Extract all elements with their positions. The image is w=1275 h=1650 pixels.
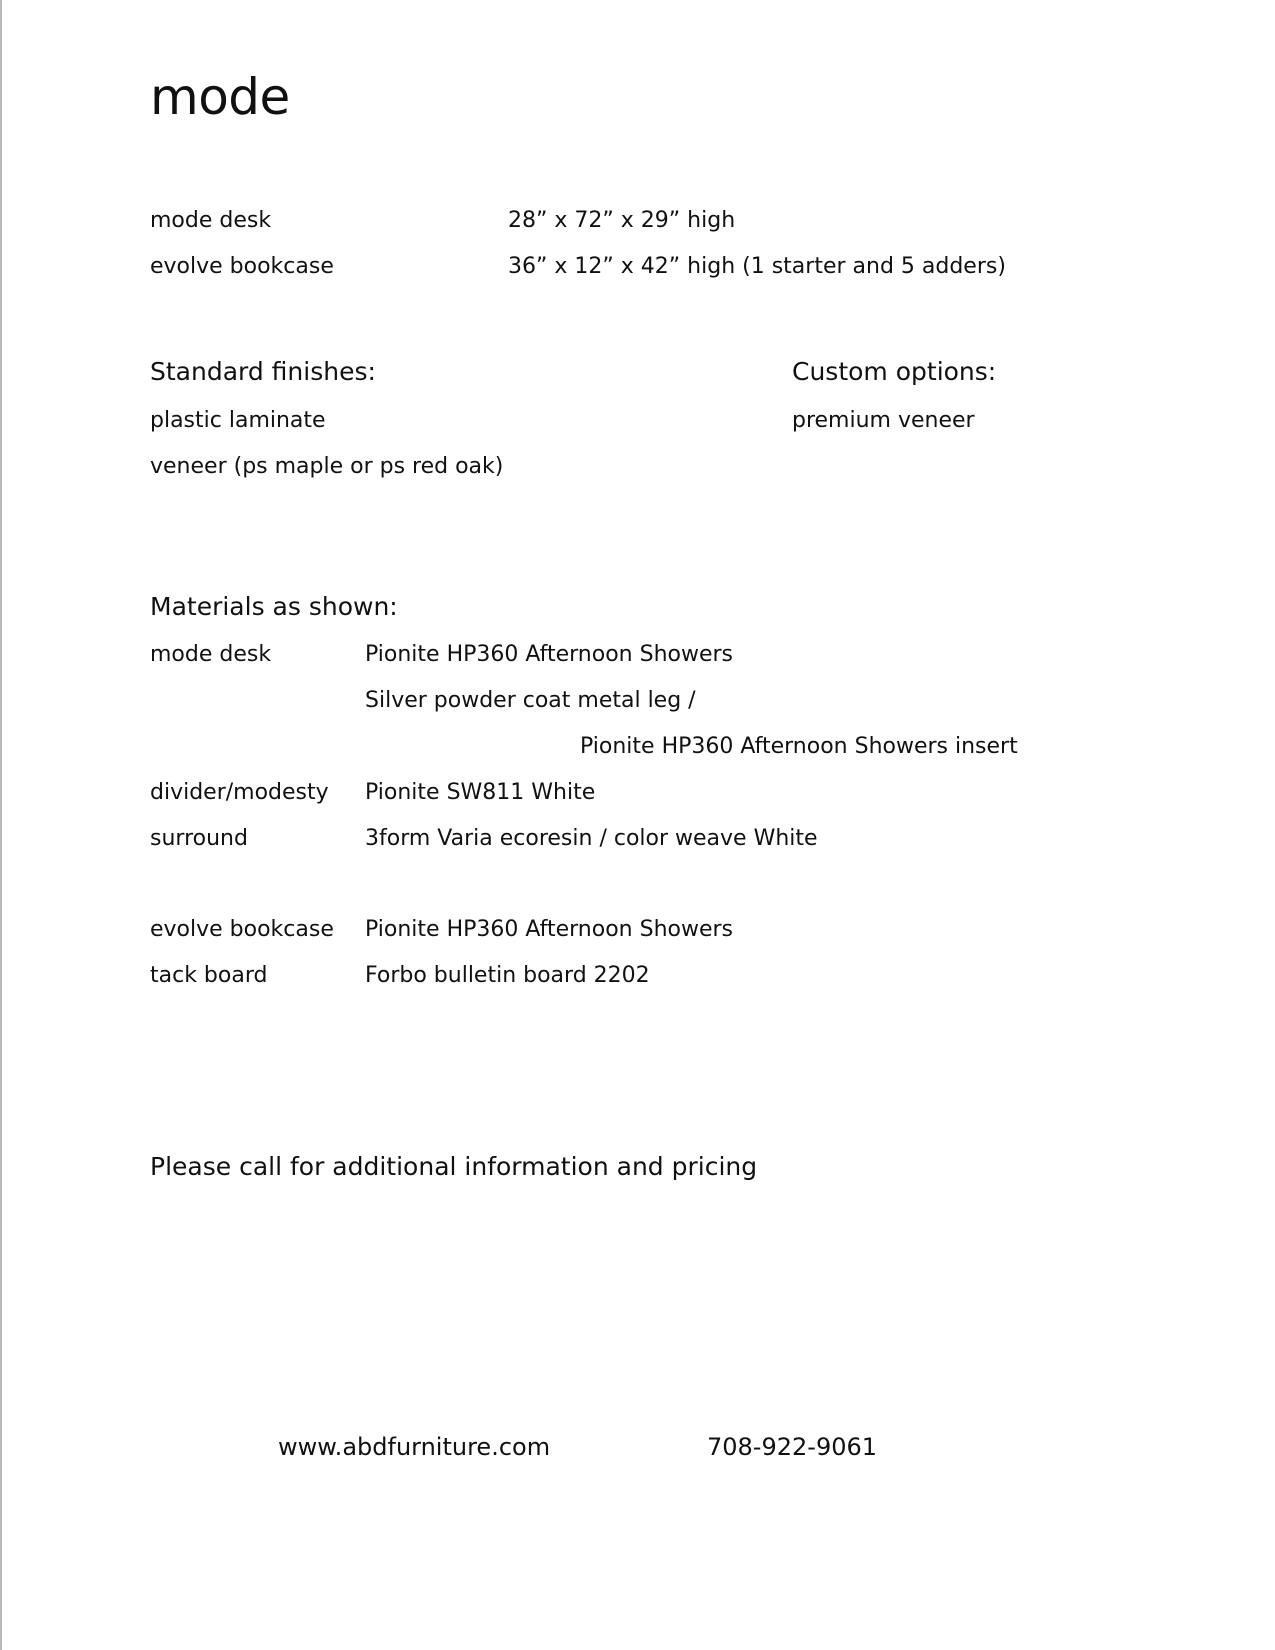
material-value: Forbo bulletin board 2202	[365, 963, 650, 988]
page-left-border	[0, 0, 2, 1650]
standard-finishes-heading: Standard finishes:	[150, 357, 376, 386]
dimension-item-size: 28” x 72” x 29” high	[508, 208, 736, 233]
material-label: tack board	[150, 963, 268, 988]
material-label: mode desk	[150, 642, 272, 667]
material-label: divider/modesty	[150, 780, 329, 805]
material-value: Pionite HP360 Afternoon Showers	[365, 642, 734, 667]
custom-options-heading: Custom options:	[792, 357, 997, 386]
material-value: 3form Varia ecoresin / color weave White	[365, 826, 818, 851]
material-value: Pionite SW811 White	[365, 780, 596, 805]
custom-option-item: premium veneer	[792, 408, 975, 433]
dimension-item-label: mode desk	[150, 208, 272, 233]
standard-finish-item: plastic laminate	[150, 408, 326, 433]
material-label: surround	[150, 826, 248, 851]
page-title: mode	[150, 68, 290, 126]
call-to-action: Please call for additional information and pricing	[150, 1152, 758, 1181]
material-label: evolve bookcase	[150, 917, 334, 942]
standard-finish-item: veneer (ps maple or ps red oak)	[150, 454, 504, 479]
material-value: Pionite HP360 Afternoon Showers	[365, 917, 734, 942]
dimension-item-label: evolve bookcase	[150, 254, 334, 279]
dimension-item-size: 36” x 12” x 42” high (1 starter and 5 adders)	[508, 254, 1006, 279]
material-value: Silver powder coat metal leg /	[365, 688, 696, 713]
phone-number: 708-922-9061	[707, 1433, 878, 1461]
materials-heading: Materials as shown:	[150, 592, 398, 621]
material-value: Pionite HP360 Afternoon Showers insert	[580, 734, 1018, 759]
website-link[interactable]: www.abdfurniture.com	[278, 1433, 551, 1461]
